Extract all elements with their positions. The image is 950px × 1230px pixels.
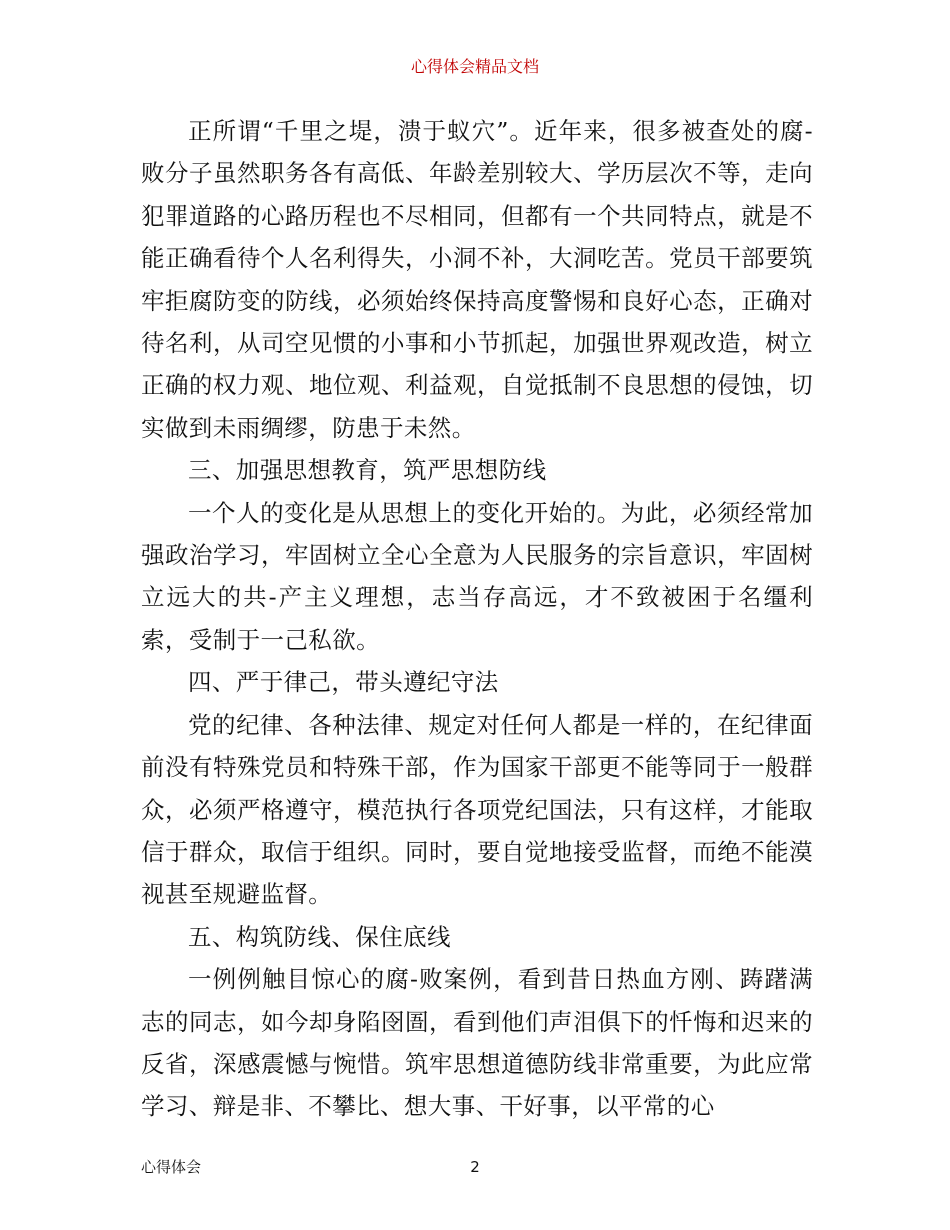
paragraph-section-3: 一个人的变化是从思想上的变化开始的。为此，必须经常加强政治学习，牢固树立全心全意为人民服务的宗旨意识，牢固树立远大的共-产主义理想，志当存高远，才不致被困于名缰利索，受制于一己私欲。 bbox=[141, 498, 813, 654]
page-header-title: 心得体会精品文档 bbox=[410, 57, 539, 76]
section-heading-3: 三、加强思想教育，筑严思想防线 bbox=[188, 456, 547, 485]
paragraph-section-4: 党的纪律、各种法律、规定对任何人都是一样的，在纪律面前没有特殊党员和特殊干部，作为国家干部更不能等同于一般群众，必须严格遵守，模范执行各项党纪国法，只有这样，才能取信于群众，取信于组织。同时，要自觉地接受监督，而绝不能漠视甚至规避监督。 bbox=[141, 710, 813, 909]
paragraph-section-5: 一例例触目惊心的腐-败案例，看到昔日热血方刚、踌躇满志的同志，如今却身陷囹圄，看到他们声泪俱下的忏悔和迟来的反省，深感震憾与惋惜。筑牢思想道德防线非常重要，为此应常学习、辩是非、不攀比、想大事、干好事，以平常的心 bbox=[141, 965, 813, 1121]
document-body bbox=[141, 110, 813, 1128]
paragraph-intro: 正所谓“千里之堤，溃于蚁穴”。近年来，很多被查处的腐-败分子虽然职务各有高低、年龄差别较大、学历层次不等，走向犯罪道路的心路历程也不尽相同，但都有一个共同特点，就是不能正确看待个人名利得失，小洞不补，大洞吃苦。党员干部要筑牢拒腐防变的防线，必须始终保持高度警惕和良好心态，正确对待名利，从司空见惯的小事和小节抓起，加强世界观改造，树立正确的权力观、地位观、利益观，自觉抵制不良思想的侵蚀，切实做到未雨绸缪，防患于未然。 bbox=[141, 117, 813, 442]
section-heading-4: 四、严于律己，带头遵纪守法 bbox=[188, 668, 499, 697]
page-number: 2 bbox=[470, 1158, 480, 1176]
section-heading-5: 五、构筑防线、保住底线 bbox=[188, 922, 451, 951]
footer-label: 心得体会 bbox=[141, 1158, 202, 1176]
